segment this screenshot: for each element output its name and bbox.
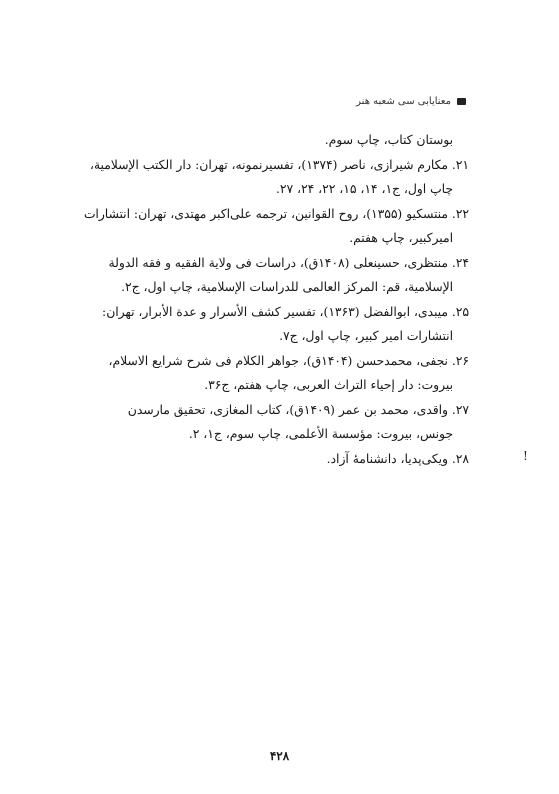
bibliography-line: ۲۵. میبدی، ابوالفضل (۱۳۶۳)، تفسیر کشف الأسرار و عدة الأبرار، تهران: bbox=[102, 304, 469, 319]
running-header bbox=[356, 96, 466, 107]
page-number: ۴۲۸ bbox=[269, 749, 290, 763]
bibliography-list bbox=[75, 128, 469, 471]
running-title: معنایابی سی شعبه هنر bbox=[356, 96, 451, 107]
bibliography-line: ۲۱. مکارم شیرازی، ناصر (۱۳۷۴)، تفسیرنمونه، تهران: دار الکتب الإسلامیة، bbox=[89, 157, 469, 172]
bibliography-line: ۲۶. نجفی، محمدحسن (۱۴۰۴ق)، جواهر الکلام فی شرح شرایع الاسلام، bbox=[108, 353, 469, 368]
margin-mark: ! bbox=[523, 449, 528, 463]
bibliography-line: بیروت: دار إحیاء التراث العربی، چاپ هفتم، ج۳۶. bbox=[204, 378, 453, 392]
bibliography-line: انتشارات امیر کبیر، چاپ اول، ج۷. bbox=[279, 329, 453, 343]
bibliography-line: ۲۲. منتسکیو (۱۳۵۵)، روح القوانین، ترجمه علی‌اکبر مهتدی، تهران: انتشارات bbox=[83, 206, 469, 221]
bibliography-line: الإسلامیة، قم: المرکز العالمی للدراسات الإسلامیة، چاپ اول، ج۲. bbox=[121, 280, 453, 294]
bibliography-line: جونس، بیروت: مؤسسة الأعلمی، چاپ سوم، ج۱، ۲. bbox=[188, 427, 453, 441]
bibliography-line: ۲۷. واقدی، محمد بن عمر (۱۴۰۹ق)، کتاب المغازی، تحقیق مارسدن bbox=[127, 402, 469, 417]
bibliography-line: بوستان کتاب، چاپ سوم. bbox=[324, 133, 453, 147]
bibliography-line: چاپ اول، ج۱، ۱۴، ۱۵، ۲۲، ۲۴، ۲۷. bbox=[275, 182, 453, 196]
bibliography-line: امیرکبیر، چاپ هفتم. bbox=[349, 231, 453, 245]
header-square-icon bbox=[457, 98, 466, 105]
bibliography-line: ۲۸. ویکی‌پدیا، دانشنامهٔ آزاد. bbox=[326, 451, 469, 466]
bibliography-line: ۲۴. منتظری، حسینعلی (۱۴۰۸ق)، دراسات فی ولایة الفقیه و فقه الدولة bbox=[108, 255, 469, 270]
